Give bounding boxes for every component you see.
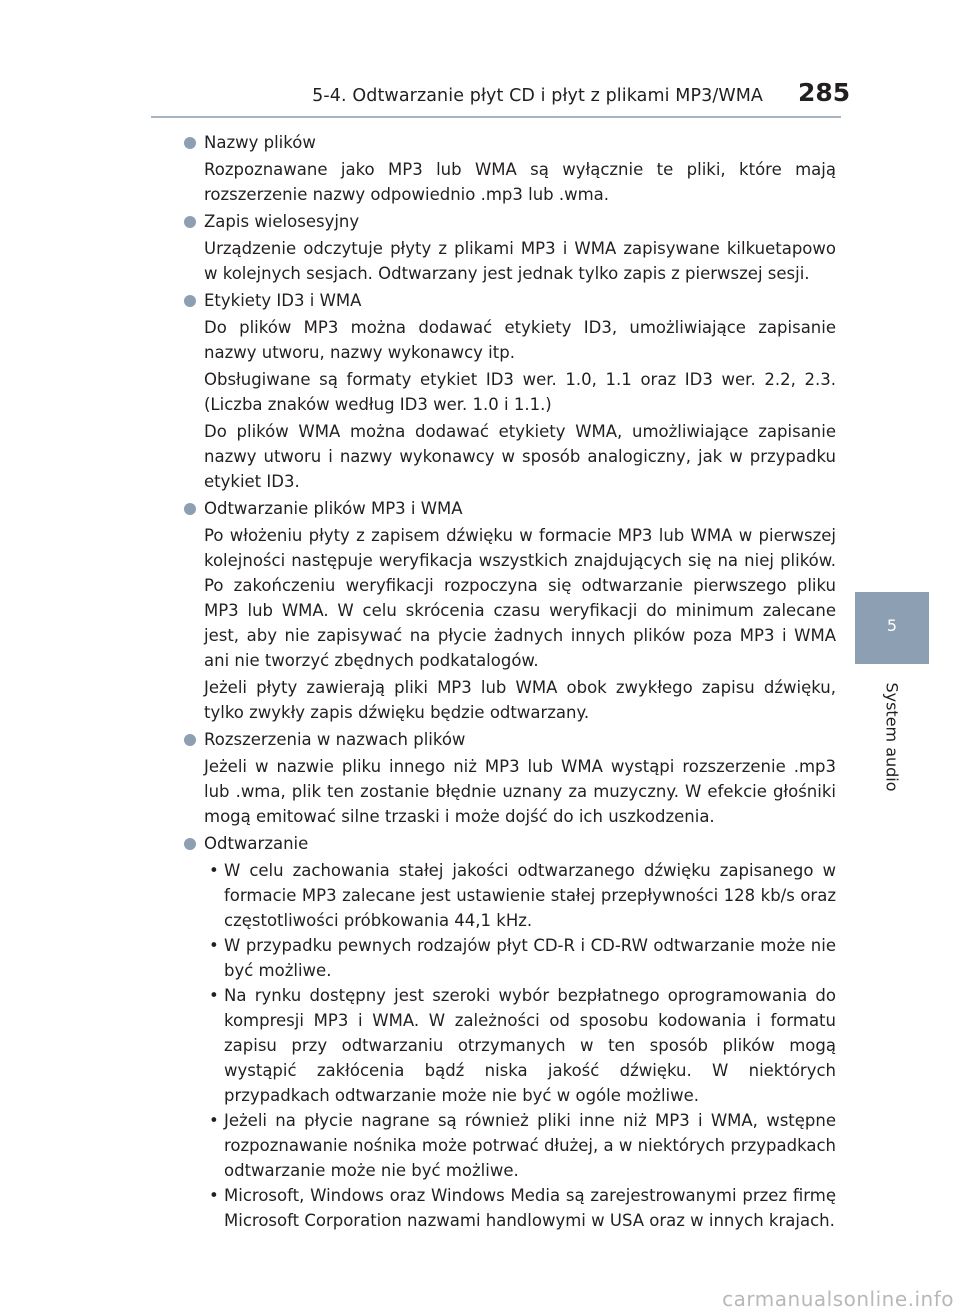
list-item <box>204 983 836 1108</box>
paragraph: Rozpoznawane jako MP3 lub WMA są wyłącznie te pliki, które mają rozszerzenie nazwy odpowiednio .mp3 lub .wma. <box>204 160 836 204</box>
page-number: 285 <box>798 78 851 107</box>
list-item-text: W przypadku pewnych rodzajów płyt CD-R i CD-RW odtwarzanie może nie być możliwe. <box>224 936 836 980</box>
section-id3-wma-tags <box>184 288 836 494</box>
bullet-circle-icon <box>184 295 196 307</box>
bullet-circle-icon <box>184 216 196 228</box>
section-heading: Odtwarzanie <box>204 834 309 853</box>
list-bullet: • <box>209 936 219 955</box>
header-divider <box>151 116 841 118</box>
list-bullet: • <box>209 1186 219 1205</box>
paragraph: Jeżeli w nazwie pliku innego niż MP3 lub WMA wystąpi rozszerzenie .mp3 lub .wma, plik ten zostanie błędnie uznany za muzyczny. W efekcie głośniki mogą emitować silne trzaski i może dojść do ich uszkodzenia. <box>204 757 836 826</box>
page-header-title: 5-4. Odtwarzanie płyt CD i płyt z plikami MP3/WMA <box>312 86 763 106</box>
chapter-tab-number: 5 <box>886 616 898 635</box>
paragraph: Po włożeniu płyty z zapisem dźwięku w formacie MP3 lub WMA w pierwszej kolejności następuje weryfikacja wszystkich znajdujących się na niej plików. Po zakończeniu weryfikacji rozpoczyna się odtwarzanie pierwszego pliku MP3 lub WMA. W celu skrócenia czasu weryfikacji do minimum zalecane jest, aby nie zapisywać na płycie żadnych innych plików poza MP3 i WMA ani nie tworzyć zbędnych podkatalogów. <box>204 526 836 670</box>
section-multisession <box>184 209 836 286</box>
section-file-extensions <box>184 727 836 829</box>
page-content <box>184 130 836 1233</box>
watermark: carmanualsonline.info <box>722 1287 954 1311</box>
list-item <box>204 933 836 983</box>
paragraph: Do plików MP3 można dodawać etykiety ID3, umożliwiające zapisanie nazwy utworu, nazwy wykonawcy itp. <box>204 318 836 362</box>
bullet-circle-icon <box>184 838 196 850</box>
list-item-text: W celu zachowania stałej jakości odtwarzanego dźwięku zapisanego w formacie MP3 zalecane jest ustawienie stałej przepływności 128 kb/s oraz częstotliwości próbkowania 44,1 kHz. <box>224 861 836 930</box>
list-item <box>204 1108 836 1183</box>
list-item-text: Jeżeli na płycie nagrane są również pliki inne niż MP3 i WMA, wstępne rozpoznawanie nośnika może potrwać dłużej, a w niektórych przypadkach odtwarzanie może nie być możliwe. <box>224 1111 836 1180</box>
bullet-circle-icon <box>184 137 196 149</box>
list-item-text: Na rynku dostępny jest szeroki wybór bezpłatnego oprogramowania do kompresji MP3 i WMA. W zależności od sposobu kodowania i formatu zapisu przy odtwarzaniu otrzymanych w ten sposób plików mogą wystąpić zakłócenia bądź niska jakość dźwięku. W niektórych przypadkach odtwarzanie może nie być w ogóle możliwe. <box>224 986 836 1105</box>
section-playback <box>184 831 836 1233</box>
section-file-names <box>184 130 836 207</box>
section-heading: Etykiety ID3 i WMA <box>204 291 362 310</box>
chapter-tab <box>855 592 929 664</box>
list-bullet: • <box>209 986 219 1005</box>
section-mp3-wma-playback <box>184 496 836 725</box>
section-heading: Rozszerzenia w nazwach plików <box>204 730 466 749</box>
section-heading: Zapis wielosesyjny <box>204 212 360 231</box>
list-bullet: • <box>209 1111 219 1130</box>
paragraph: Obsługiwane są formaty etykiet ID3 wer. 1.0, 1.1 oraz ID3 wer. 2.2, 2.3. (Liczba znaków według ID3 wer. 1.0 i 1.1.) <box>204 370 836 414</box>
bullet-list <box>204 858 836 1233</box>
list-item <box>204 858 836 933</box>
paragraph: Jeżeli płyty zawierają pliki MP3 lub WMA obok zwykłego zapisu dźwięku, tylko zwykły zapis dźwięku będzie odtwarzany. <box>204 678 836 722</box>
list-item <box>204 1183 836 1233</box>
section-heading: Nazwy plików <box>204 133 316 152</box>
bullet-circle-icon <box>184 734 196 746</box>
section-heading: Odtwarzanie plików MP3 i WMA <box>204 499 463 518</box>
paragraph: Urządzenie odczytuje płyty z plikami MP3 i WMA zapisywane kilkuetapowo w kolejnych sesjach. Odtwarzany jest jednak tylko zapis z pierwszej sesji. <box>204 239 836 283</box>
paragraph: Do plików WMA można dodawać etykiety WMA, umożliwiające zapisanie nazwy utworu i nazwy wykonawcy w sposób analogiczny, jak w przypadku etykiet ID3. <box>204 422 836 491</box>
bullet-circle-icon <box>184 503 196 515</box>
chapter-tab-label: System audio <box>882 682 902 792</box>
list-bullet: • <box>209 861 219 880</box>
list-item-text: Microsoft, Windows oraz Windows Media są zarejestrowanymi przez firmę Microsoft Corporation nazwami handlowymi w USA oraz w innych krajach. <box>224 1186 836 1230</box>
